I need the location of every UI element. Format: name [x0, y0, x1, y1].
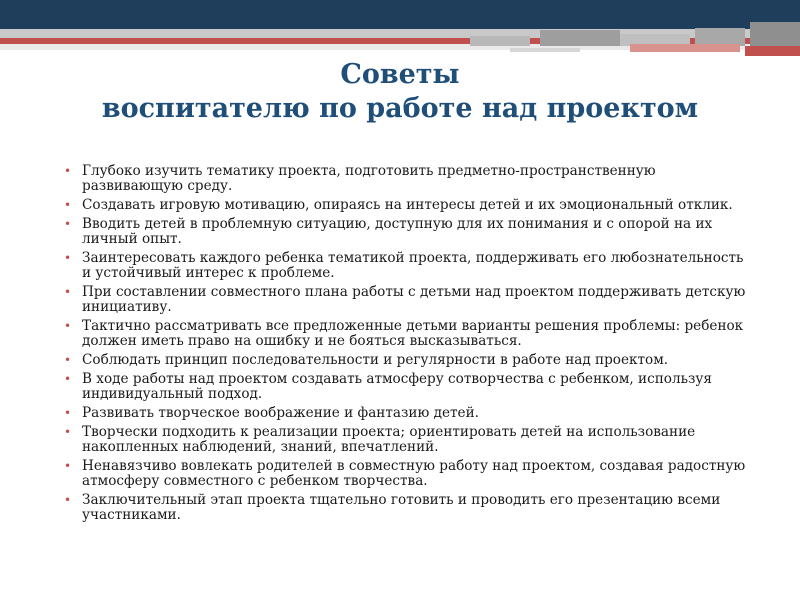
bullet-icon: • — [64, 217, 72, 231]
list-item — [64, 459, 754, 489]
list-item — [64, 493, 754, 523]
bullet-icon: • — [64, 164, 72, 178]
tip-text: Заинтересовать каждого ребенка тематикой проекта, поддерживать его любознательность и устойчивый интерес к проблеме. — [82, 250, 744, 281]
bullet-icon: • — [64, 285, 72, 299]
bullet-icon: • — [64, 406, 72, 420]
tip-text: При составлении совместного плана работы с детьми над проектом поддерживать детскую инициативу. — [82, 284, 746, 315]
page-title — [0, 58, 800, 126]
bullet-icon: • — [64, 251, 72, 265]
list-item — [64, 198, 754, 213]
list-item — [64, 406, 754, 421]
list-item — [64, 251, 754, 281]
tip-text: Соблюдать принцип последовательности и регулярности в работе над проектом. — [82, 352, 669, 368]
bullet-icon: • — [64, 353, 72, 367]
tip-text: Глубоко изучить тематику проекта, подготовить предметно-пространственную развивающую среду. — [82, 163, 656, 194]
tip-text: Развивать творческое воображение и фантазию детей. — [82, 405, 479, 421]
bullet-icon: • — [64, 493, 72, 507]
list-item — [64, 217, 754, 247]
list-item — [64, 372, 754, 402]
list-item — [64, 164, 754, 194]
decorative-blocks — [470, 0, 800, 60]
bullet-icon: • — [64, 198, 72, 212]
tip-text: Создавать игровую мотивацию, опираясь на интересы детей и их эмоциональный отклик. — [82, 197, 733, 213]
tip-text: Заключительный этап проекта тщательно готовить и проводить его презентацию всеми участниками. — [82, 492, 721, 523]
bullet-icon: • — [64, 425, 72, 439]
tips-list — [64, 164, 754, 527]
list-item — [64, 285, 754, 315]
bullet-icon: • — [64, 459, 72, 473]
tip-text: В ходе работы над проектом создавать атмосферу сотворчества с ребенком, используя индивидуальный подход. — [82, 371, 712, 402]
list-item — [64, 425, 754, 455]
tip-text: Тактично рассматривать все предложенные детьми варианты решения проблемы: ребенок должен иметь право на ошибку и не бояться высказываться. — [82, 318, 744, 349]
bullet-icon: • — [64, 319, 72, 333]
list-item — [64, 353, 754, 368]
bullet-icon: • — [64, 372, 72, 386]
list-item — [64, 319, 754, 349]
title-line-2: воспитателю по работе над проектом — [101, 93, 699, 124]
title-line-1: Советы — [340, 59, 460, 90]
tip-text: Творчески подходить к реализации проекта; ориентировать детей на использование накопленных наблюдений, знаний, впечатлений. — [82, 424, 696, 455]
tip-text: Вводить детей в проблемную ситуацию, доступную для их понимания и с опорой на их личный опыт. — [82, 216, 713, 247]
tip-text: Ненавязчиво вовлекать родителей в совместную работу над проектом, создавая радостную атмосферу совместного с ребенком творчества. — [82, 458, 746, 489]
